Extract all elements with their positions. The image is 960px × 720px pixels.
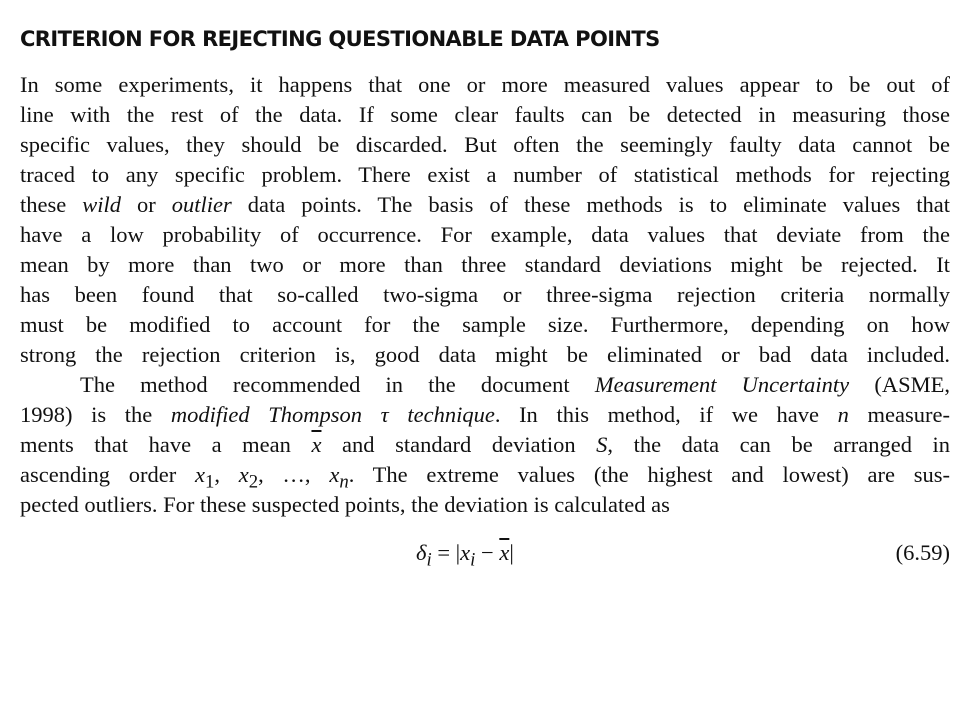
equation-formula: $\delta_i = |x_i - \overline{x}|$: [416, 540, 514, 571]
text-line-13: ments that have a mean $\overline{x}$ and standard deviation S, the data can be arranged in: [20, 432, 950, 457]
text-line-2: line with the rest of the data. If some clear faults can be detected in measuring those: [20, 102, 950, 127]
document-title-reference: Measurement Uncertainty: [594, 372, 850, 397]
text-line-15: pected outliers. For these suspected points, the deviation is calculated as: [20, 492, 670, 517]
body-paragraphs: [20, 70, 950, 520]
equation-6-59: [20, 536, 950, 570]
text-line-6: have a low probability of occurrence. For example, data values that deviate from the: [20, 222, 950, 247]
italic-term-outlier: outlier: [171, 192, 232, 217]
text-line-12: 1998) is the modified Thompson τ technique. In this method, if we have n measure-: [20, 402, 950, 427]
text-line-5: these wild or outlier data points. The basis of these methods is to eliminate values that: [20, 192, 950, 217]
equation-number: (6.59): [895, 540, 950, 565]
text-line-9: must be modified to account for the sample size. Furthermore, depending on how: [20, 312, 950, 337]
text-line-7: mean by more than two or more than three standard deviations might be rejected. It: [20, 252, 950, 277]
technique-name: modified Thompson τ technique: [170, 402, 495, 427]
text-line-8: has been found that so-called two-sigma or three-sigma rejection criteria normally: [20, 282, 950, 307]
text-line-4: traced to any specific problem. There exist a number of statistical methods for rejecting: [20, 162, 950, 187]
text-line-11: The method recommended in the document Measurement Uncertainty (ASME,: [80, 372, 950, 397]
italic-term-wild: wild: [82, 192, 121, 217]
text-line-3: specific values, they should be discarded. But often the seemingly faulty data cannot be: [20, 132, 950, 157]
text-line-1: In some experiments, it happens that one or more measured values appear to be out of: [20, 72, 950, 97]
text-line-10: strong the rejection criterion is, good data might be eliminated or bad data included.: [20, 342, 950, 367]
text-line-14: ascending order $x_1$, $x_2$, …, $x_n$. The extreme values (the highest and lowest) are sus-: [20, 462, 950, 490]
section-heading: CRITERION FOR REJECTING QUESTIONABLE DATA POINTS: [20, 27, 660, 51]
